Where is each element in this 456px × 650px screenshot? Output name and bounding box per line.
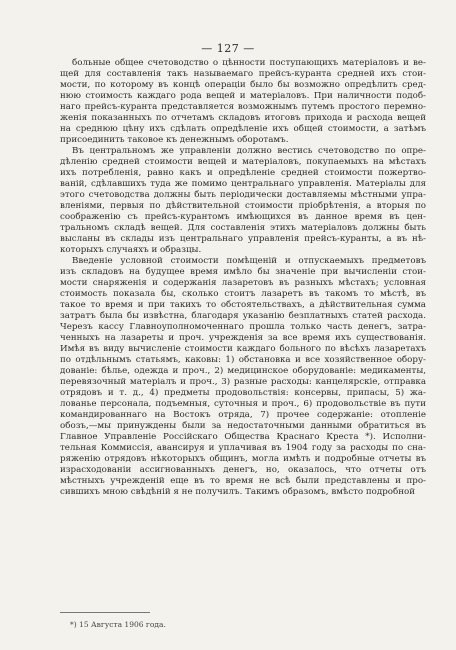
text-line: наго прейсъ-куранта представляется возможнымъ путемъ простого перемно- [60, 102, 426, 112]
text-line: израсходованіи ассигнованныхъ денегъ, но, оказалось, что отчеты отъ [60, 465, 426, 475]
text-line: ваній, сдѣлавшихъ туда же помимо центральнаго управленія. Матеріалы для [60, 179, 426, 189]
text-line: Главное Управленіе Россійскаго Общества Краснаго Креста *). Исполни- [60, 432, 426, 442]
text-line: стоимость показала бы, сколько стоитъ лазаретъ въ такомъ то мѣстѣ, въ [60, 289, 426, 299]
text-line: ченныхъ на лазареты и проч. учрежденія за все время ихъ существованія. [60, 333, 426, 343]
text-line: мости снаряженія и содержанія лазаретовъ въ разныхъ мѣстахъ; условная [60, 278, 426, 288]
text-line: этого счетоводства должны быть періодически доставляемы мѣстными упра- [60, 190, 426, 200]
text-line: изъ складовъ на будущее время имѣло бы значеніе при вычисленіи стои- [60, 267, 426, 277]
text-line: вленіями, первыя по дѣйствительной стоимости пріобрѣтенія, а вторыя по [60, 201, 426, 211]
text-line: больные общее счетоводство о цѣнности поступающихъ матеріаловъ и ве- [72, 58, 426, 68]
text-line: дованіе: бѣлье, одежда и проч., 2) медицинское оборудованіе: медикаменты, [60, 366, 426, 376]
footnote-rule [60, 612, 150, 613]
text-line: щей для составленія такъ называемаго прейсъ-куранта средней ихъ стои- [60, 69, 426, 79]
text-line: Введеніе условной стоимости помѣщеній и отпускаемыхъ предметовъ [72, 256, 426, 266]
text-line: присоединить таковое къ денежнымъ оборотамъ. [60, 135, 289, 145]
body-text [60, 58, 426, 498]
text-line: Въ центральномъ же управленіи должно вестись счетоводство по опре- [72, 146, 426, 156]
text-line: на среднюю цѣну ихъ сдѣлать опредѣленіе ихъ общей стоимости, а затѣмъ [60, 124, 426, 134]
text-line: которыхъ случаяхъ и образцы. [60, 245, 202, 255]
text-line: перевязочный матеріалъ и проч., 3) разные расходы: канцелярскіе, отправка [60, 377, 426, 387]
text-line: сившихъ мною свѣдѣній я не получилъ. Такимъ образомъ, вмѣсто подробной [60, 487, 416, 497]
text-line: Имѣя въ виду вычисленіе стоимости каждаго больного по вѣсѣхъ лазаретахъ [60, 344, 426, 354]
text-line: отрядовъ и т. д., 4) предметы продовольствія: консервы, припасы, 5) жа- [60, 388, 426, 398]
text-line: мости, по которому въ концѣ операціи было бы возможно опредѣлить сред- [60, 80, 426, 90]
text-line: тельная Коммиссія, авансируя и уплачивая въ 1904 году за расходы по сна- [60, 443, 426, 453]
text-line: соображенію съ прейсъ-курантомъ имѣющихся въ данное время въ цен- [60, 212, 426, 222]
text-line: мѣстныхъ учрежденій еще въ то время не всѣ были представлены и про- [60, 476, 426, 486]
text-line: по отдѣльнымъ статьямъ, каковы: 1) обстановка и все хозяйственное обору- [60, 355, 426, 365]
text-line: ряженію отрядовъ нѣкоторыхъ общинъ, могла имѣть и подробные отчеты въ [60, 454, 426, 464]
text-line: лованье персонала, подъемныя, суточныя и проч., 6) продовольствіе въ пути [60, 399, 426, 409]
text-line: затратъ была бы извѣстна, благодаря указанію безплатныхъ статей расхода. [60, 311, 426, 321]
text-line: тральномъ складѣ вещей. Для составленія этихъ матеріаловъ должны быть [60, 223, 426, 233]
text-line: Черезъ кассу Главноуполномоченнаго прошла только часть денегъ, затра- [60, 322, 426, 332]
text-line: высланы въ склады изъ центральнаго управленія прейсъ-куранты, а въ нѣ- [60, 234, 426, 244]
text-line: женія показанныхъ по отчетамъ складовъ итоговъ прихода и расхода вещей [60, 113, 426, 123]
text-line: дѣленію средней стоимости вещей и матеріаловъ, покупаемыхъ на мѣстахъ [60, 157, 426, 167]
page-number: — 127 — [201, 42, 255, 55]
text-line: ихъ потребленія, равно какъ и опредѣленіе средней стоимости пожертво- [60, 168, 426, 178]
text-line: обозъ,—мы принуждены были за недостаточными данными обратиться въ [60, 421, 426, 431]
footnote: *) 15 Августа 1906 года. [70, 620, 166, 629]
text-line: нюю стоимость каждаго рода вещей и матеріаловъ. При наличности подоб- [60, 91, 426, 101]
text-line: командированнаго на Востокъ отряда, 7) прочее содержаніе: отопленіе [60, 410, 426, 420]
text-line: такое то время и при такихъ то обстоятельствахъ, а дѣйствительная сумма [60, 300, 426, 310]
